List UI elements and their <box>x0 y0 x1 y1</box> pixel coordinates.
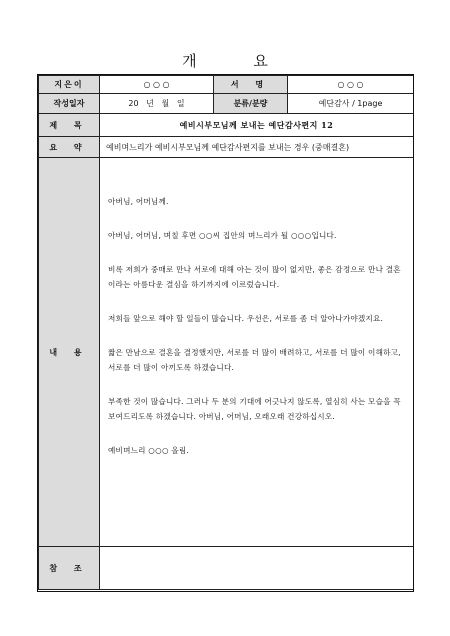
letter-paragraph: 비록 저희가 중매로 만나 서로에 대해 아는 것이 많이 없지만, 좋은 감정으로 만나 결혼이라는 아름다운 결심을 하기까지에 이르렀습니다. <box>108 265 401 289</box>
summary-row <box>39 137 414 158</box>
reference-label: 참 조 <box>39 547 100 590</box>
subject-value: 예비시부모님께 보내는 예단감사편지 12 <box>100 114 414 137</box>
author-label: 지은이 <box>39 76 100 94</box>
summary-label: 요 약 <box>39 137 100 158</box>
summary-value: 예비며느리가 예비시부모님께 예단감사편지를 보내는 경우 (중매결혼) <box>100 137 414 158</box>
letter-paragraph: 저희들 앞으로 해야 할 일들이 많습니다. 우선은, 서로를 좀 더 알아나가야겠지요. <box>108 314 384 323</box>
letter-paragraph: 부족한 것이 많습니다. 그러나 두 분의 기대에 어긋나지 않도록, 열심히 사는 모습을 꼭 보여드리도록 하겠습니다. 아버님, 어머님, 오래오래 건강하십시오. <box>108 397 401 421</box>
author-value: ○ ○ ○ <box>100 76 214 94</box>
reference-value <box>100 547 414 590</box>
letter-body <box>100 158 414 547</box>
subject-row <box>39 114 414 137</box>
letter-paragraph: 아버님, 어머님께. <box>108 197 169 206</box>
date-row <box>39 94 414 114</box>
letter-paragraph: 짧은 만남으로 결혼을 결정했지만, 서로를 더 많이 배려하고, 서로를 더 많이 이해하고, 서로를 더 많이 아끼도록 하겠습니다. <box>108 348 401 372</box>
content-row <box>39 158 414 547</box>
author-row <box>39 76 414 94</box>
date-label: 작성일자 <box>39 94 100 114</box>
category-label: 분류/분량 <box>214 94 288 114</box>
document-title: 개 요 <box>182 52 294 70</box>
date-value: 20 년 월 일 <box>100 94 214 114</box>
content-label: 내 용 <box>39 158 100 547</box>
signature-value: ○ ○ ○ <box>288 76 414 94</box>
summary-form-table <box>38 75 414 590</box>
letter-paragraph: 아버님, 어머님, 며칠 후면 ○○씨 집안의 며느리가 될 ○○○입니다. <box>108 231 337 240</box>
signature-label: 서 명 <box>214 76 288 94</box>
reference-row <box>39 547 414 590</box>
category-value: 예단감사 / 1page <box>288 94 414 114</box>
subject-label: 제 목 <box>39 114 100 137</box>
letter-signoff: 예비며느리 ○○○ 올림. <box>108 446 190 455</box>
